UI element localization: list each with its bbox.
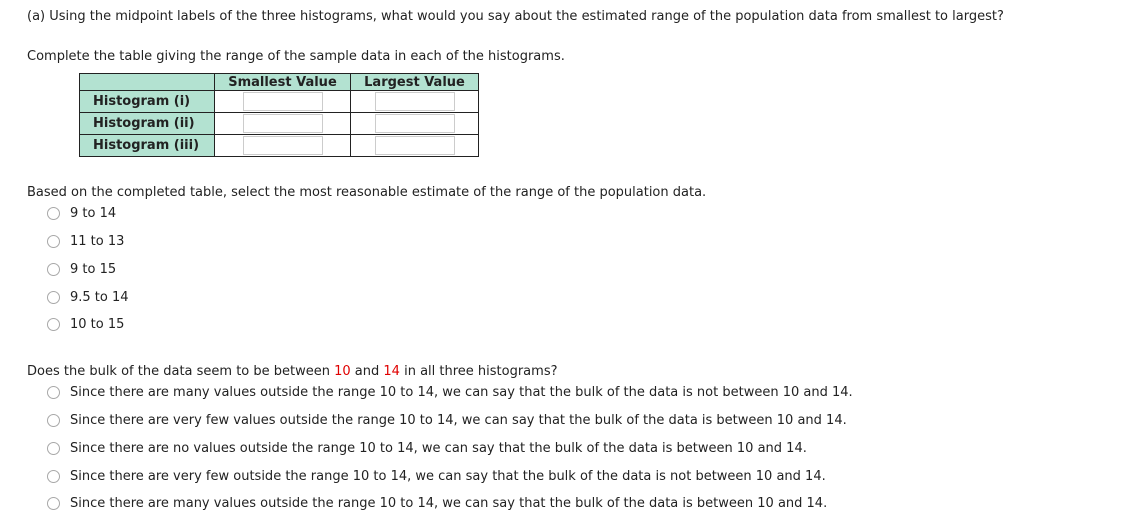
radio-button[interactable] xyxy=(47,318,60,331)
range-option-5[interactable] xyxy=(47,317,124,332)
bulk-question-text: and xyxy=(350,364,384,379)
table-instruction: Complete the table giving the range of the sample data in each of the histograms. xyxy=(27,49,565,64)
row-label: Histogram (ii) xyxy=(80,113,215,135)
radio-button[interactable] xyxy=(47,291,60,304)
range-option-4[interactable] xyxy=(47,290,129,305)
radio-button[interactable] xyxy=(47,207,60,220)
highlight-high: 14 xyxy=(383,364,400,379)
radio-button[interactable] xyxy=(47,470,60,483)
bulk-option-2[interactable] xyxy=(47,413,847,428)
option-label: Since there are very few values outside the range 10 to 14, we can say that the bulk of the data is between 10 and 14. xyxy=(70,413,847,428)
header-smallest: Smallest Value xyxy=(215,74,351,91)
smallest-input-ii[interactable] xyxy=(243,114,323,133)
option-label: 9 to 15 xyxy=(70,262,117,277)
bulk-option-1[interactable] xyxy=(47,385,853,400)
radio-button[interactable] xyxy=(47,414,60,427)
largest-input-iii[interactable] xyxy=(375,136,455,155)
range-question: Based on the completed table, select the most reasonable estimate of the range of the population data. xyxy=(27,185,707,200)
table-row xyxy=(80,91,479,113)
row-label: Histogram (i) xyxy=(80,91,215,113)
bulk-question xyxy=(27,364,558,380)
largest-input-i[interactable] xyxy=(375,92,455,111)
range-option-2[interactable] xyxy=(47,234,124,249)
smallest-input-i[interactable] xyxy=(243,92,323,111)
option-label: Since there are no values outside the range 10 to 14, we can say that the bulk of the data is between 10 and 14. xyxy=(70,441,807,456)
option-label: Since there are very few outside the range 10 to 14, we can say that the bulk of the data is not between 10 and 14. xyxy=(70,469,826,484)
header-blank xyxy=(80,74,215,91)
range-option-1[interactable] xyxy=(47,206,116,221)
bulk-option-4[interactable] xyxy=(47,469,826,484)
header-largest: Largest Value xyxy=(351,74,479,91)
option-label: Since there are many values outside the range 10 to 14, we can say that the bulk of the data is not between 10 and 14. xyxy=(70,385,853,400)
row-label: Histogram (iii) xyxy=(80,135,215,157)
option-label: Since there are many values outside the range 10 to 14, we can say that the bulk of the data is between 10 and 14. xyxy=(70,496,828,511)
option-label: 10 to 15 xyxy=(70,317,125,332)
bulk-option-5[interactable] xyxy=(47,496,827,511)
bulk-question-text: in all three histograms? xyxy=(399,364,558,379)
table-row xyxy=(80,113,479,135)
option-label: 9.5 to 14 xyxy=(70,290,129,305)
table-row xyxy=(80,135,479,157)
radio-button[interactable] xyxy=(47,386,60,399)
highlight-low: 10 xyxy=(334,364,351,379)
largest-input-ii[interactable] xyxy=(375,114,455,133)
radio-button[interactable] xyxy=(47,497,60,510)
bulk-option-3[interactable] xyxy=(47,441,807,456)
radio-button[interactable] xyxy=(47,235,60,248)
table-header-row xyxy=(80,74,479,91)
range-option-3[interactable] xyxy=(47,262,116,277)
range-table xyxy=(79,73,479,157)
option-label: 11 to 13 xyxy=(70,234,125,249)
radio-button[interactable] xyxy=(47,442,60,455)
question-a: (a) Using the midpoint labels of the three histograms, what would you say about the estimated range of the population data from smallest to largest? xyxy=(27,9,1004,24)
bulk-question-text: Does the bulk of the data seem to be between xyxy=(27,364,335,379)
option-label: 9 to 14 xyxy=(70,206,117,221)
smallest-input-iii[interactable] xyxy=(243,136,323,155)
radio-button[interactable] xyxy=(47,263,60,276)
